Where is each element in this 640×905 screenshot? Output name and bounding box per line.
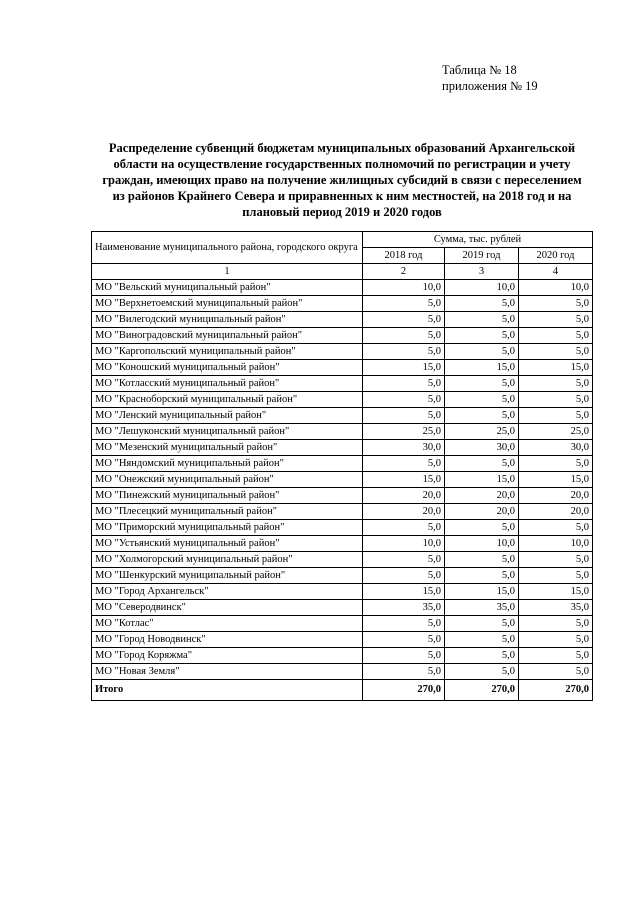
amount-2020: 5,0 <box>519 328 593 344</box>
title-line: из районов Крайнего Севера и приравненных к ним местностей, на 2018 год и на <box>112 189 572 203</box>
municipality-name: МО "Приморский муниципальный район" <box>92 520 363 536</box>
municipality-name: МО "Верхнетоемский муниципальный район" <box>92 296 363 312</box>
amount-2018: 10,0 <box>363 536 445 552</box>
amount-2018: 5,0 <box>363 344 445 360</box>
table-row <box>92 600 593 616</box>
sum-column-header: Сумма, тыс. рублей <box>363 232 593 248</box>
table-row <box>92 408 593 424</box>
table-row <box>92 456 593 472</box>
amount-2018: 5,0 <box>363 328 445 344</box>
amount-2018: 5,0 <box>363 568 445 584</box>
total-2020: 270,0 <box>519 680 593 701</box>
municipality-name: МО "Шенкурский муниципальный район" <box>92 568 363 584</box>
amount-2020: 10,0 <box>519 280 593 296</box>
municipality-name: МО "Няндомский муниципальный район" <box>92 456 363 472</box>
amount-2019: 15,0 <box>445 360 519 376</box>
amount-2020: 25,0 <box>519 424 593 440</box>
municipality-name: МО "Лешуконский муниципальный район" <box>92 424 363 440</box>
table-row <box>92 280 593 296</box>
municipality-name: МО "Коношский муниципальный район" <box>92 360 363 376</box>
amount-2019: 15,0 <box>445 584 519 600</box>
municipality-name: МО "Красноборский муниципальный район" <box>92 392 363 408</box>
municipality-name: МО "Вилегодский муниципальный район" <box>92 312 363 328</box>
amount-2020: 30,0 <box>519 440 593 456</box>
table-row <box>92 488 593 504</box>
amount-2018: 5,0 <box>363 408 445 424</box>
amount-2020: 35,0 <box>519 600 593 616</box>
amount-2020: 5,0 <box>519 568 593 584</box>
total-2018: 270,0 <box>363 680 445 701</box>
amount-2020: 5,0 <box>519 648 593 664</box>
amount-2020: 5,0 <box>519 312 593 328</box>
year-header: 2019 год <box>445 248 519 264</box>
table-row <box>92 440 593 456</box>
amount-2020: 5,0 <box>519 552 593 568</box>
appendix-label: приложения № 19 <box>442 79 538 93</box>
municipality-name: МО "Мезенский муниципальный район" <box>92 440 363 456</box>
amount-2020: 5,0 <box>519 616 593 632</box>
amount-2018: 25,0 <box>363 424 445 440</box>
amount-2018: 5,0 <box>363 296 445 312</box>
table-row <box>92 536 593 552</box>
amount-2018: 5,0 <box>363 552 445 568</box>
municipality-name: МО "Устьянский муниципальный район" <box>92 536 363 552</box>
table-row <box>92 632 593 648</box>
column-index-row <box>92 264 593 280</box>
amount-2018: 30,0 <box>363 440 445 456</box>
table-row <box>92 520 593 536</box>
amount-2018: 20,0 <box>363 504 445 520</box>
amount-2020: 5,0 <box>519 296 593 312</box>
table-row <box>92 504 593 520</box>
amount-2018: 10,0 <box>363 280 445 296</box>
amount-2019: 5,0 <box>445 392 519 408</box>
municipality-name: МО "Ленский муниципальный район" <box>92 408 363 424</box>
table-row <box>92 584 593 600</box>
amount-2019: 5,0 <box>445 552 519 568</box>
amount-2020: 5,0 <box>519 664 593 680</box>
amount-2020: 5,0 <box>519 344 593 360</box>
amount-2020: 15,0 <box>519 472 593 488</box>
municipality-name: МО "Вельский муниципальный район" <box>92 280 363 296</box>
title-line: Распределение субвенций бюджетам муниципальных образований Архангельской <box>108 141 576 155</box>
amount-2019: 5,0 <box>445 296 519 312</box>
table-label: Таблица № 18 <box>442 63 517 77</box>
amount-2020: 5,0 <box>519 520 593 536</box>
amount-2019: 5,0 <box>445 616 519 632</box>
municipality-name: МО "Город Коряжма" <box>92 648 363 664</box>
amount-2019: 20,0 <box>445 488 519 504</box>
amount-2019: 15,0 <box>445 472 519 488</box>
table-row <box>92 296 593 312</box>
title-line: граждан, имеющих право на получение жилищных субсидий в связи с переселением <box>102 173 582 187</box>
amount-2019: 10,0 <box>445 536 519 552</box>
municipality-name: МО "Холмогорский муниципальный район" <box>92 552 363 568</box>
total-row <box>92 680 593 701</box>
amount-2019: 5,0 <box>445 328 519 344</box>
amount-2019: 5,0 <box>445 664 519 680</box>
amount-2020: 15,0 <box>519 584 593 600</box>
amount-2018: 5,0 <box>363 616 445 632</box>
table-row <box>92 392 593 408</box>
table-body <box>92 280 593 680</box>
amount-2019: 25,0 <box>445 424 519 440</box>
amount-2018: 5,0 <box>363 664 445 680</box>
amount-2018: 5,0 <box>363 632 445 648</box>
municipality-name: МО "Онежский муниципальный район" <box>92 472 363 488</box>
document-title <box>92 140 592 220</box>
column-index: 4 <box>519 264 593 280</box>
amount-2020: 20,0 <box>519 504 593 520</box>
municipality-name: МО "Новая Земля" <box>92 664 363 680</box>
amount-2018: 15,0 <box>363 584 445 600</box>
table-row <box>92 376 593 392</box>
amount-2019: 5,0 <box>445 648 519 664</box>
amount-2020: 5,0 <box>519 392 593 408</box>
amount-2020: 10,0 <box>519 536 593 552</box>
table-row <box>92 472 593 488</box>
municipality-name: МО "Плесецкий муниципальный район" <box>92 504 363 520</box>
table-row <box>92 616 593 632</box>
amount-2019: 35,0 <box>445 600 519 616</box>
name-column-header: Наименование муниципального района, городского округа <box>92 232 363 264</box>
table-row <box>92 664 593 680</box>
amount-2018: 5,0 <box>363 456 445 472</box>
title-line: области на осуществление государственных полномочий по регистрации и учету <box>113 157 571 171</box>
year-header: 2018 год <box>363 248 445 264</box>
amount-2018: 5,0 <box>363 520 445 536</box>
table-row <box>92 552 593 568</box>
municipality-name: МО "Город Архангельск" <box>92 584 363 600</box>
amount-2019: 5,0 <box>445 632 519 648</box>
column-index: 1 <box>92 264 363 280</box>
amount-2020: 15,0 <box>519 360 593 376</box>
amount-2018: 5,0 <box>363 376 445 392</box>
column-index: 3 <box>445 264 519 280</box>
total-2019: 270,0 <box>445 680 519 701</box>
table-row <box>92 648 593 664</box>
amount-2018: 5,0 <box>363 392 445 408</box>
table-row <box>92 568 593 584</box>
amount-2018: 35,0 <box>363 600 445 616</box>
table-row <box>92 312 593 328</box>
amount-2019: 20,0 <box>445 504 519 520</box>
municipality-name: МО "Котласский муниципальный район" <box>92 376 363 392</box>
total-label: Итого <box>92 680 363 701</box>
amount-2018: 15,0 <box>363 472 445 488</box>
municipality-name: МО "Пинежский муниципальный район" <box>92 488 363 504</box>
amount-2019: 5,0 <box>445 344 519 360</box>
table-row <box>92 360 593 376</box>
amount-2019: 5,0 <box>445 456 519 472</box>
municipality-name: МО "Город Новодвинск" <box>92 632 363 648</box>
table-row <box>92 328 593 344</box>
amount-2020: 20,0 <box>519 488 593 504</box>
table-row <box>92 344 593 360</box>
municipality-name: МО "Виноградовский муниципальный район" <box>92 328 363 344</box>
year-header: 2020 год <box>519 248 593 264</box>
amount-2020: 5,0 <box>519 408 593 424</box>
municipality-name: МО "Каргопольский муниципальный район" <box>92 344 363 360</box>
amount-2020: 5,0 <box>519 632 593 648</box>
amount-2019: 5,0 <box>445 408 519 424</box>
title-line: плановый период 2019 и 2020 годов <box>242 205 442 219</box>
amount-2018: 20,0 <box>363 488 445 504</box>
amount-2019: 10,0 <box>445 280 519 296</box>
table-reference <box>442 62 538 94</box>
amount-2018: 5,0 <box>363 648 445 664</box>
amount-2019: 5,0 <box>445 312 519 328</box>
amount-2019: 30,0 <box>445 440 519 456</box>
amount-2019: 5,0 <box>445 520 519 536</box>
amount-2020: 5,0 <box>519 376 593 392</box>
amount-2018: 5,0 <box>363 312 445 328</box>
amount-2018: 15,0 <box>363 360 445 376</box>
municipality-name: МО "Северодвинск" <box>92 600 363 616</box>
amount-2019: 5,0 <box>445 376 519 392</box>
table-row <box>92 424 593 440</box>
subvention-table <box>91 231 593 701</box>
amount-2019: 5,0 <box>445 568 519 584</box>
amount-2020: 5,0 <box>519 456 593 472</box>
municipality-name: МО "Котлас" <box>92 616 363 632</box>
column-index: 2 <box>363 264 445 280</box>
